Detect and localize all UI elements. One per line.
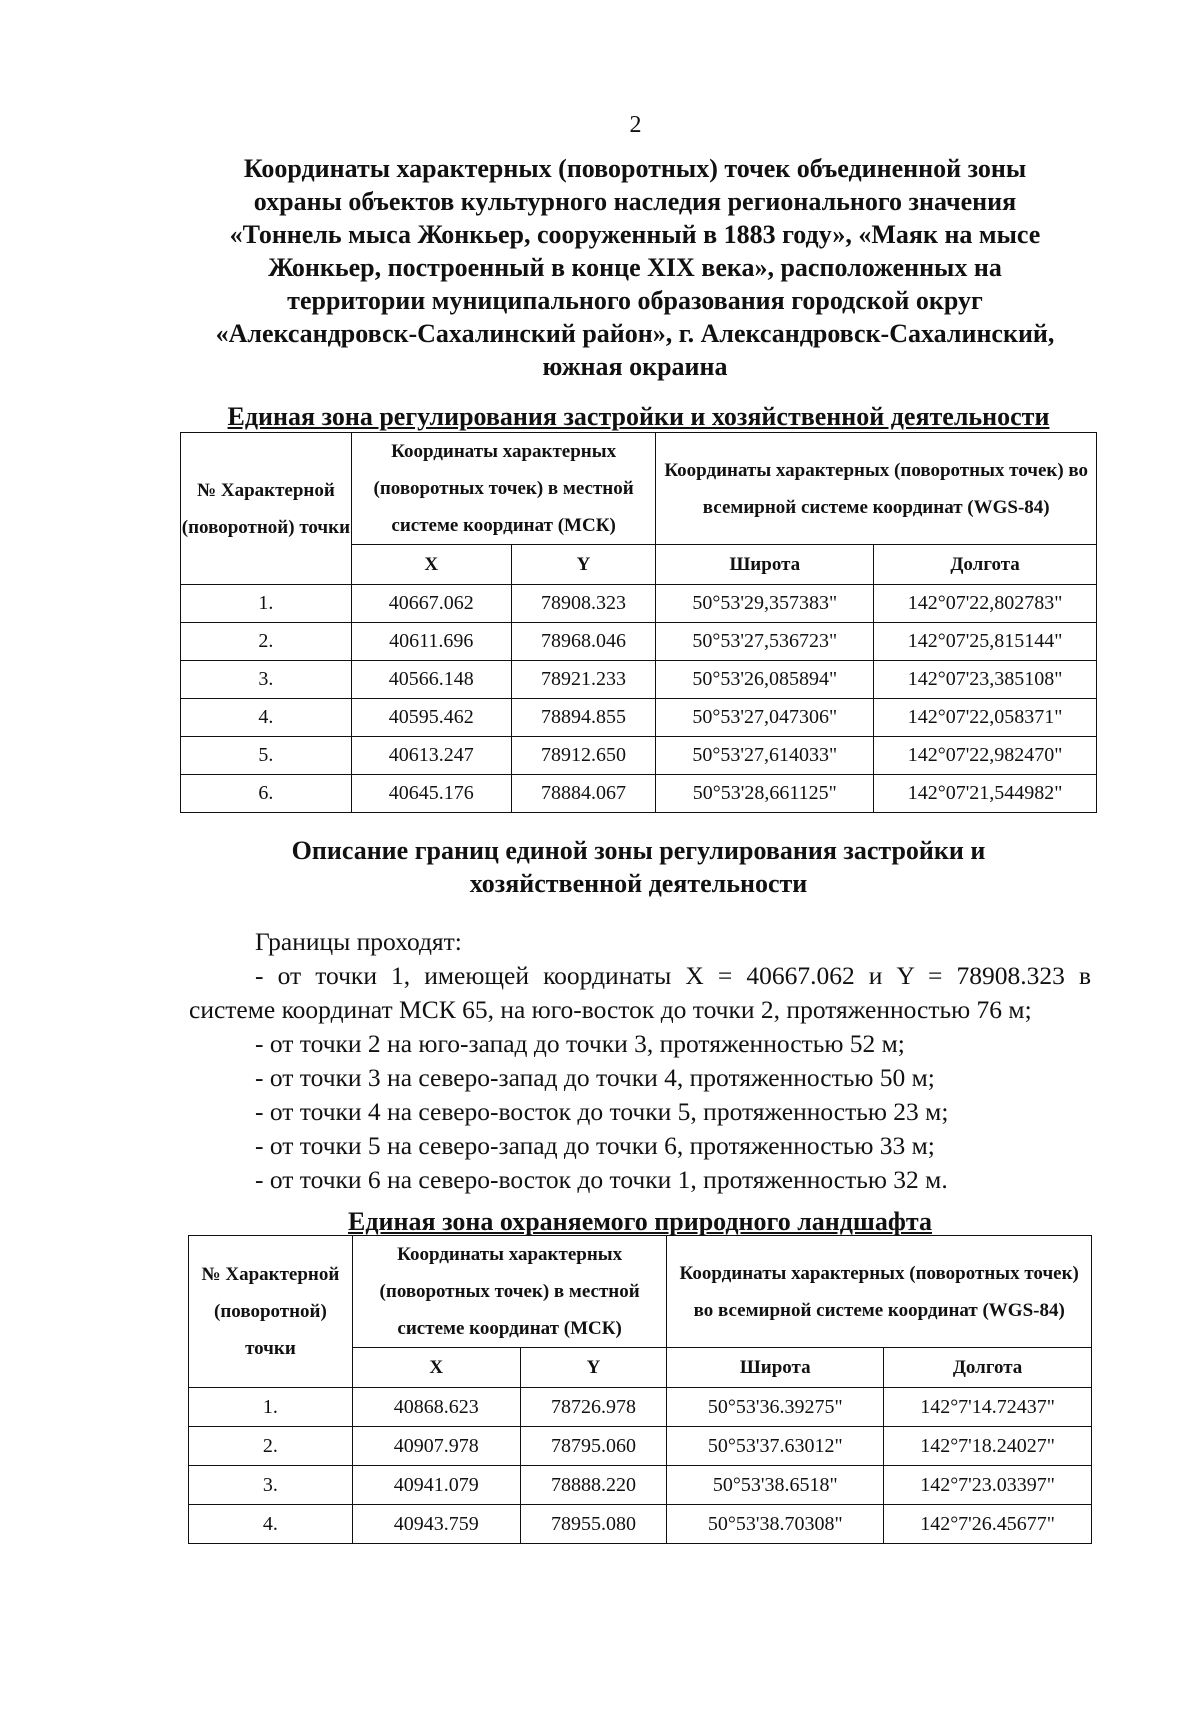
cell-x: 40611.696 <box>351 623 511 661</box>
cell-y: 78955.080 <box>520 1505 667 1544</box>
table-row <box>181 585 1097 623</box>
description-heading-line: хозяйственной деятельности <box>469 869 808 898</box>
cell-y: 78795.060 <box>520 1427 667 1466</box>
cell-y: 78912.650 <box>511 737 656 775</box>
title-line: территории муниципального образования городской округ <box>287 286 983 315</box>
description-heading <box>180 834 1097 900</box>
description-line: - от точки 2 на юго-запад до точки 3, протяженностью 52 м; <box>255 1029 905 1058</box>
cell-longitude: 142°07'22,802783" <box>874 585 1097 623</box>
cell-latitude: 50°53'37.63012" <box>667 1427 884 1466</box>
cell-point: 1. <box>181 585 352 623</box>
cell-x: 40645.176 <box>351 775 511 813</box>
table-row <box>189 1427 1092 1466</box>
column-header-point: № Характерной (поворотной) точки <box>181 433 352 585</box>
cell-longitude: 142°07'21,544982" <box>874 775 1097 813</box>
cell-latitude: 50°53'29,357383" <box>656 585 874 623</box>
cell-y: 78726.978 <box>520 1388 667 1427</box>
cell-x: 40943.759 <box>352 1505 520 1544</box>
cell-point: 3. <box>181 661 352 699</box>
column-header-x: X <box>352 1348 520 1388</box>
column-header-msk: Координаты характерных (поворотных точек) в местной системе координат (МСК) <box>352 1236 667 1348</box>
table-row <box>181 737 1097 775</box>
cell-longitude: 142°07'23,385108" <box>874 661 1097 699</box>
cell-y: 78888.220 <box>520 1466 667 1505</box>
cell-x: 40868.623 <box>352 1388 520 1427</box>
cell-longitude: 142°07'25,815144" <box>874 623 1097 661</box>
table2-coordinates <box>188 1235 1092 1544</box>
cell-latitude: 50°53'38.70308" <box>667 1505 884 1544</box>
column-header-wgs: Координаты характерных (поворотных точек) во всемирной системе координат (WGS-84) <box>656 433 1097 545</box>
cell-longitude: 142°07'22,982470" <box>874 737 1097 775</box>
table-row <box>189 1466 1092 1505</box>
description-line: - от точки 1, имеющей координаты X = 40667.062 и Y = 78908.323 в <box>255 961 1091 990</box>
cell-latitude: 50°53'27,047306" <box>656 699 874 737</box>
cell-latitude: 50°53'38.6518" <box>667 1466 884 1505</box>
cell-y: 78968.046 <box>511 623 656 661</box>
column-header-x: X <box>351 545 511 585</box>
table-row <box>181 623 1097 661</box>
document-title <box>180 152 1090 383</box>
column-header-wgs: Координаты характерных (поворотных точек) во всемирной системе координат (WGS-84) <box>667 1236 1092 1348</box>
cell-y: 78884.067 <box>511 775 656 813</box>
table1-coordinates <box>180 432 1097 813</box>
cell-x: 40613.247 <box>351 737 511 775</box>
cell-latitude: 50°53'28,661125" <box>656 775 874 813</box>
cell-y: 78921.233 <box>511 661 656 699</box>
cell-point: 5. <box>181 737 352 775</box>
cell-point: 1. <box>189 1388 353 1427</box>
cell-x: 40667.062 <box>351 585 511 623</box>
column-header-y: Y <box>511 545 656 585</box>
boundary-description <box>189 925 1091 1197</box>
table2-heading: Единая зона охраняемого природного ландшафта <box>348 1207 932 1236</box>
table-row <box>189 1388 1092 1427</box>
cell-latitude: 50°53'27,536723" <box>656 623 874 661</box>
cell-point: 4. <box>181 699 352 737</box>
description-line: - от точки 6 на северо-восток до точки 1, протяженностью 32 м. <box>255 1165 948 1194</box>
description-intro: Границы проходят: <box>255 927 462 956</box>
column-header-point: № Характерной (поворотной) точки <box>189 1236 353 1388</box>
cell-longitude: 142°07'22,058371" <box>874 699 1097 737</box>
cell-longitude: 142°7'14.72437" <box>884 1388 1092 1427</box>
cell-latitude: 50°53'36.39275" <box>667 1388 884 1427</box>
title-line: охраны объектов культурного наследия регионального значения <box>253 187 1017 216</box>
cell-point: 3. <box>189 1466 353 1505</box>
cell-point: 4. <box>189 1505 353 1544</box>
table-row <box>181 775 1097 813</box>
cell-point: 2. <box>181 623 352 661</box>
column-header-y: Y <box>520 1348 667 1388</box>
column-header-longitude: Долгота <box>874 545 1097 585</box>
table-row <box>181 699 1097 737</box>
cell-point: 2. <box>189 1427 353 1466</box>
page-number: 2 <box>629 112 642 138</box>
title-line: «Тоннель мыса Жонкьер, сооруженный в 1883 году», «Маяк на мысе <box>229 220 1041 249</box>
cell-longitude: 142°7'26.45677" <box>884 1505 1092 1544</box>
title-line: южная окраина <box>542 352 728 381</box>
table-header-row <box>189 1236 1092 1348</box>
table1-heading: Единая зона регулирования застройки и хозяйственной деятельности <box>227 402 1050 431</box>
cell-x: 40566.148 <box>351 661 511 699</box>
cell-x: 40941.079 <box>352 1466 520 1505</box>
column-header-longitude: Долгота <box>884 1348 1092 1388</box>
description-line: системе координат МСК 65, на юго-восток до точки 2, протяженностью 76 м; <box>189 995 1032 1024</box>
title-line: Координаты характерных (поворотных) точек объединенной зоны <box>243 154 1027 183</box>
description-line: - от точки 4 на северо-восток до точки 5, протяженностью 23 м; <box>255 1097 949 1126</box>
cell-point: 6. <box>181 775 352 813</box>
title-line: Жонкьер, построенный в конце XIX века», расположенных на <box>268 253 1002 282</box>
column-header-msk: Координаты характерных (поворотных точек) в местной системе координат (МСК) <box>351 433 656 545</box>
table-row <box>189 1505 1092 1544</box>
cell-latitude: 50°53'27,614033" <box>656 737 874 775</box>
column-header-latitude: Широта <box>667 1348 884 1388</box>
cell-latitude: 50°53'26,085894" <box>656 661 874 699</box>
column-header-latitude: Широта <box>656 545 874 585</box>
description-line: - от точки 3 на северо-запад до точки 4, протяженностью 50 м; <box>255 1063 935 1092</box>
cell-y: 78894.855 <box>511 699 656 737</box>
cell-y: 78908.323 <box>511 585 656 623</box>
description-line: - от точки 5 на северо-запад до точки 6, протяженностью 33 м; <box>255 1131 935 1160</box>
table-header-row <box>181 433 1097 545</box>
cell-x: 40595.462 <box>351 699 511 737</box>
cell-longitude: 142°7'23.03397" <box>884 1466 1092 1505</box>
table-row <box>181 661 1097 699</box>
cell-x: 40907.978 <box>352 1427 520 1466</box>
cell-longitude: 142°7'18.24027" <box>884 1427 1092 1466</box>
title-line: «Александровск-Сахалинский район», г. Александровск-Сахалинский, <box>215 319 1055 348</box>
description-heading-line: Описание границ единой зоны регулирования застройки и <box>291 836 986 865</box>
